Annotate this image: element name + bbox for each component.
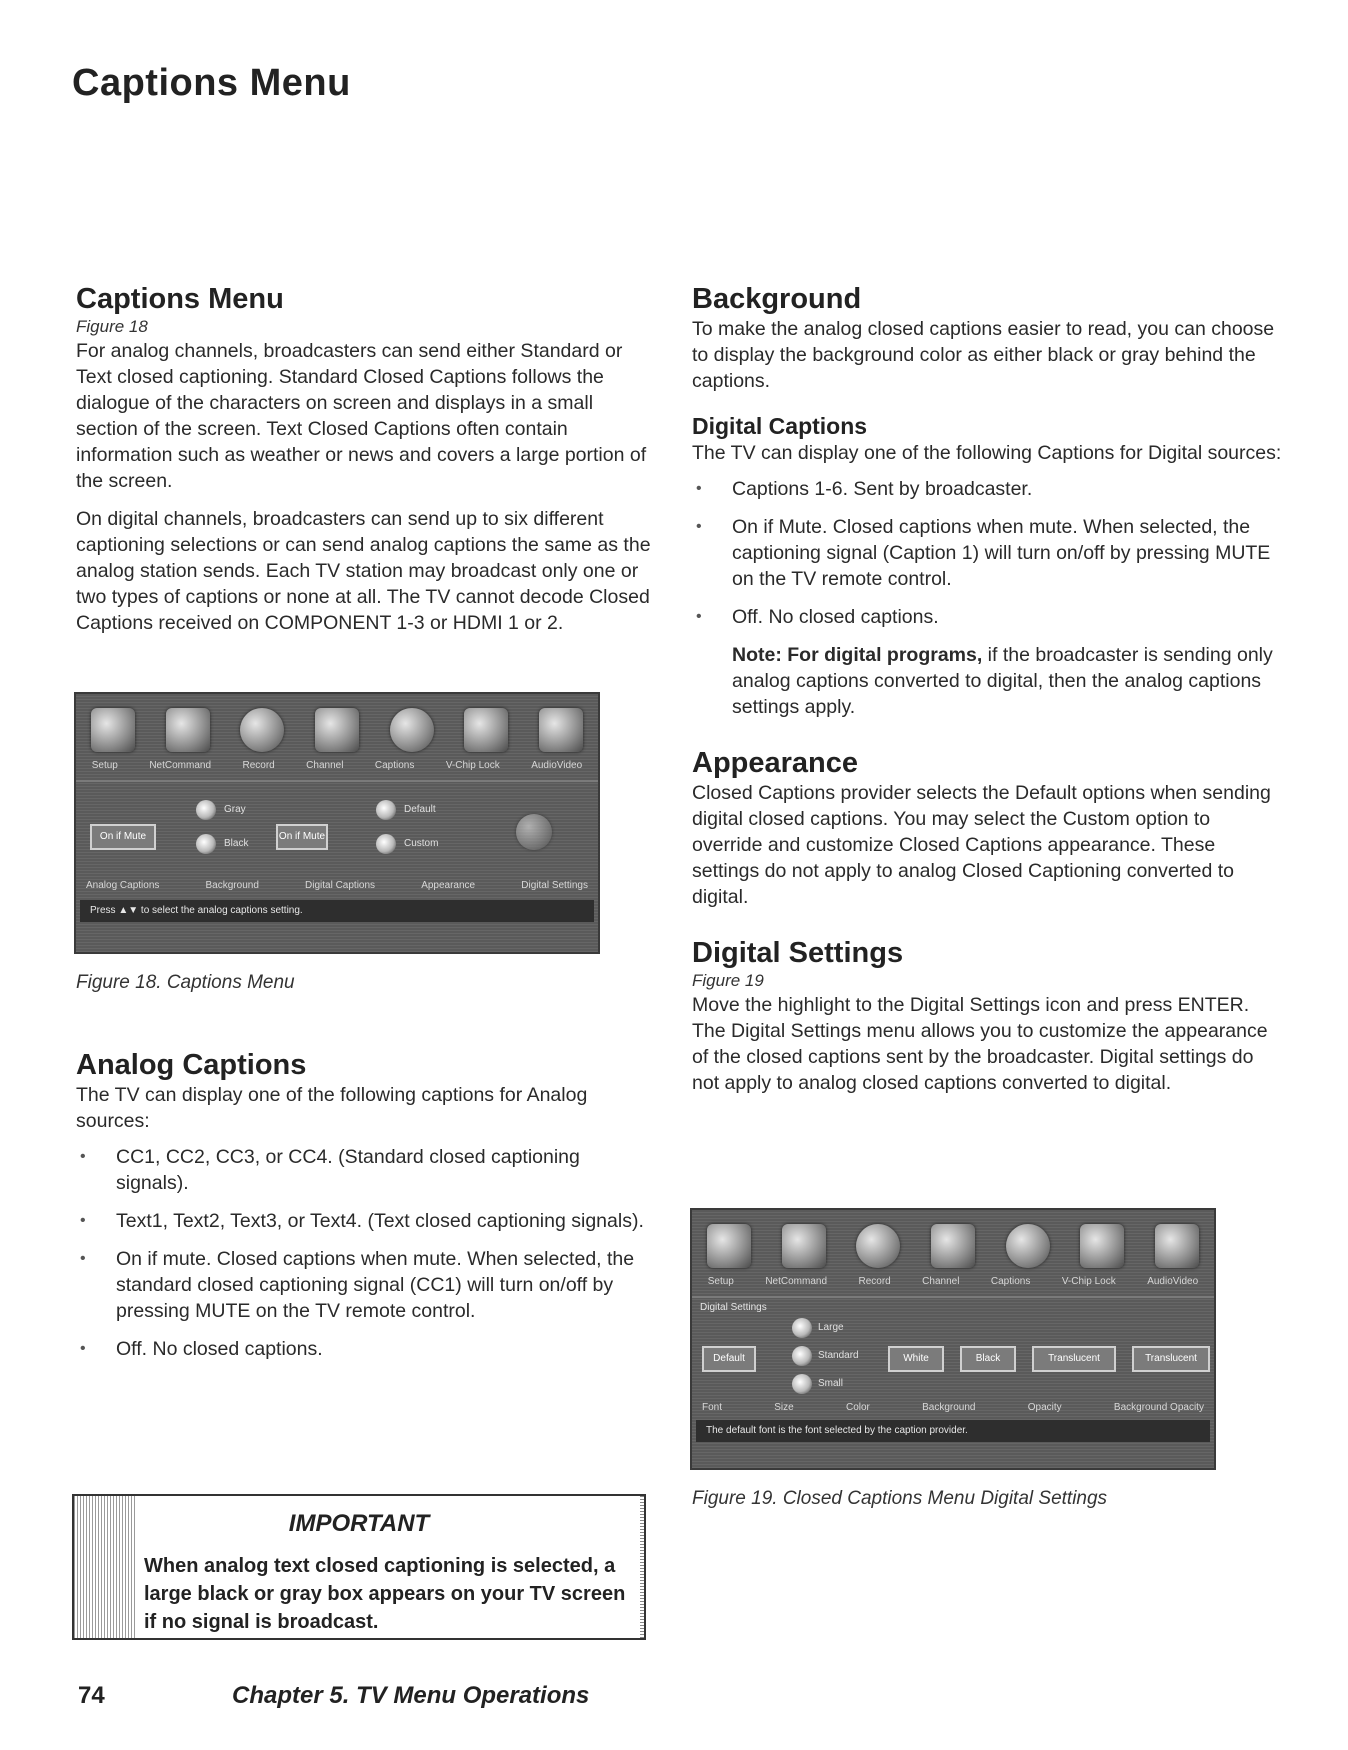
option-black: Black: [224, 838, 249, 849]
section-label: Size: [774, 1402, 794, 1413]
menu-label: Setup: [91, 760, 118, 771]
digital-captions-list: [692, 476, 1282, 630]
menu-icon-row: [692, 1218, 1214, 1274]
gray-radio: [196, 800, 216, 820]
digital-captions-heading: Digital Captions: [692, 413, 868, 439]
appearance-heading: Appearance: [692, 747, 859, 779]
menu-label: Setup: [707, 1276, 734, 1287]
translucent-button: Translucent: [1132, 1346, 1210, 1372]
digital-settings-label: Digital Settings: [700, 1302, 767, 1313]
background-text: To make the analog closed captions easier to read, you can choose to display the background color as either black or gray behind the captions.: [692, 318, 1275, 392]
captions-icon: [390, 708, 434, 752]
menu-icon-labels: [692, 1276, 1214, 1287]
section-label: Digital Captions: [305, 880, 376, 891]
analog-captions-heading: Analog Captions: [76, 1049, 307, 1081]
list-item: • CC1, CC2, CC3, or CC4. (Standard closed captioning signals).: [76, 1144, 656, 1196]
menu-label: Captions: [990, 1276, 1031, 1287]
list-item: • Captions 1-6. Sent by broadcaster.: [692, 476, 1282, 502]
list-item: • Off. No closed captions.: [692, 604, 1282, 630]
important-title: IMPORTANT: [288, 1510, 430, 1537]
section-label: Appearance: [421, 880, 476, 891]
section-labels: [76, 880, 598, 891]
section-label: Color: [845, 1402, 870, 1413]
record-icon: [240, 708, 284, 752]
menu-divider: [692, 1296, 1214, 1298]
vchip-lock-icon: [464, 708, 508, 752]
background-heading: Background: [692, 283, 862, 315]
option-standard: Standard: [818, 1350, 859, 1361]
menu-label: AudioVideo: [531, 760, 583, 771]
menu-icon-row: [76, 702, 598, 758]
captions-menu-paragraph-1: For analog channels, broadcasters can send either Standard or Text closed captioning. Standard Closed Captions follows the dialogue of the characters on screen and displays in a small section of the screen. Text Closed Captions often contain information such as weather or news and covers a large portion of the screen.: [76, 340, 647, 492]
menu-label: Channel: [922, 1276, 960, 1287]
section-label: Background Opacity: [1113, 1402, 1204, 1413]
option-large: Large: [818, 1322, 844, 1333]
digital-settings-text: Move the highlight to the Digital Settings icon and press ENTER. The Digital Settings menu allows you to customize the appearance of the closed captions sent by the broadcaster. Digital settings do not apply to analog closed captions converted to digital.: [692, 994, 1268, 1094]
important-text: When analog text closed captioning is selected, a large black or gray box appears on your TV screen if no signal is broadcast.: [144, 1555, 626, 1633]
default-radio: [376, 800, 396, 820]
option-gray: Gray: [224, 804, 246, 815]
menu-label: AudioVideo: [1147, 1276, 1199, 1287]
menu-label: Record: [858, 1276, 891, 1287]
large-radio: [792, 1318, 812, 1338]
on-if-mute-button: On if Mute: [90, 824, 156, 850]
digital-settings-icon: [516, 814, 552, 850]
setup-icon: [91, 708, 135, 752]
section-label: Analog Captions: [86, 880, 160, 891]
section-label: Font: [702, 1402, 723, 1413]
digital-captions-intro: The TV can display one of the following Captions for Digital sources:: [692, 442, 1282, 464]
captions-menu-paragraph-2: On digital channels, broadcasters can send up to six different captioning selections or can send analog captions the same as the analog station sends. Each TV station may broadcast only one or two types of captions or none at all. The TV cannot decode Closed Captions received on COMPONENT 1-3 or HDMI 1 or 2.: [76, 508, 651, 634]
page-title: Captions Menu: [72, 62, 351, 104]
status-bar: The default font is the font selected by the caption provider.: [696, 1420, 1210, 1442]
digital-settings-heading: Digital Settings: [692, 937, 904, 969]
netcommand-icon: [782, 1224, 826, 1268]
channel-icon: [315, 708, 359, 752]
left-column: [76, 282, 656, 636]
vchip-lock-icon: [1080, 1224, 1124, 1268]
figure-19-caption: Figure 19. Closed Captions Menu Digital Settings: [692, 1488, 1108, 1509]
list-item: • On if mute. Closed captions when mute. When selected, the standard closed captioning signal (CC1) will turn on/off by pressing MUTE on the TV remote control.: [76, 1246, 656, 1324]
digital-note: [732, 642, 1282, 720]
audiovideo-icon: [539, 708, 583, 752]
netcommand-icon: [166, 708, 210, 752]
option-custom: Custom: [404, 838, 439, 849]
appearance-text: Closed Captions provider selects the Default options when sending digital closed captions. You may select the Custom option to override and customize Closed Captions appearance. These settings do not apply to analog Closed Captioning converted to digital.: [692, 782, 1271, 908]
chapter-title: Chapter 5. TV Menu Operations: [232, 1682, 590, 1709]
section-label: Background: [205, 880, 259, 891]
menu-label: V-Chip Lock: [445, 760, 500, 771]
default-button: Default: [702, 1346, 756, 1372]
captions-menu-heading: Captions Menu: [76, 283, 284, 315]
custom-radio: [376, 834, 396, 854]
audiovideo-icon: [1155, 1224, 1199, 1268]
menu-label: V-Chip Lock: [1061, 1276, 1116, 1287]
list-item: • Text1, Text2, Text3, or Text4. (Text closed captioning signals).: [76, 1208, 656, 1234]
record-icon: [856, 1224, 900, 1268]
menu-icon-labels: [76, 760, 598, 771]
figure-19-tv-menu: [690, 1208, 1216, 1470]
menu-label: Record: [242, 760, 275, 771]
analog-captions-intro: The TV can display one of the following captions for Analog sources:: [76, 1084, 588, 1132]
section-label: Digital Settings: [521, 880, 588, 891]
small-radio: [792, 1374, 812, 1394]
section-label: Opacity: [1027, 1402, 1062, 1413]
analog-captions-list: [76, 1144, 656, 1362]
list-item: • Off. No closed captions.: [76, 1336, 656, 1362]
figure-18-tv-menu: [74, 692, 600, 954]
page-number: 74: [78, 1682, 105, 1709]
list-item: • On if Mute. Closed captions when mute. When selected, the captioning signal (Caption 1) will turn on/off by pressing MUTE on the TV remote control.: [692, 514, 1282, 592]
note-label: Note: For digital programs,: [732, 644, 983, 666]
menu-label: NetCommand: [149, 760, 212, 771]
figure-18-caption: Figure 18. Captions Menu: [76, 972, 295, 993]
section-labels: [692, 1402, 1214, 1413]
standard-radio: [792, 1346, 812, 1366]
right-column: [692, 282, 1282, 1096]
captions-icon: [1006, 1224, 1050, 1268]
status-bar: Press ▲▼ to select the analog captions setting.: [80, 900, 594, 922]
note-text: if the broadcaster is sending only analog captions converted to digital, then the analog captions settings apply.: [732, 644, 1273, 718]
menu-divider: [76, 780, 598, 782]
figure-ref: Figure 19: [692, 971, 764, 990]
black-button: Black: [960, 1346, 1016, 1372]
section-label: Background: [922, 1402, 976, 1413]
channel-icon: [931, 1224, 975, 1268]
setup-icon: [707, 1224, 751, 1268]
menu-label: Captions: [374, 760, 415, 771]
translucent-button: Translucent: [1032, 1346, 1116, 1372]
analog-captions-section: [76, 1048, 656, 1374]
on-if-mute-button: On if Mute: [276, 824, 328, 850]
option-default: Default: [404, 804, 436, 815]
black-radio: [196, 834, 216, 854]
option-small: Small: [818, 1378, 844, 1389]
menu-label: NetCommand: [765, 1276, 828, 1287]
important-box: [72, 1494, 646, 1640]
menu-label: Channel: [306, 760, 344, 771]
white-button: White: [888, 1346, 944, 1372]
figure-ref: Figure 18: [76, 317, 148, 336]
